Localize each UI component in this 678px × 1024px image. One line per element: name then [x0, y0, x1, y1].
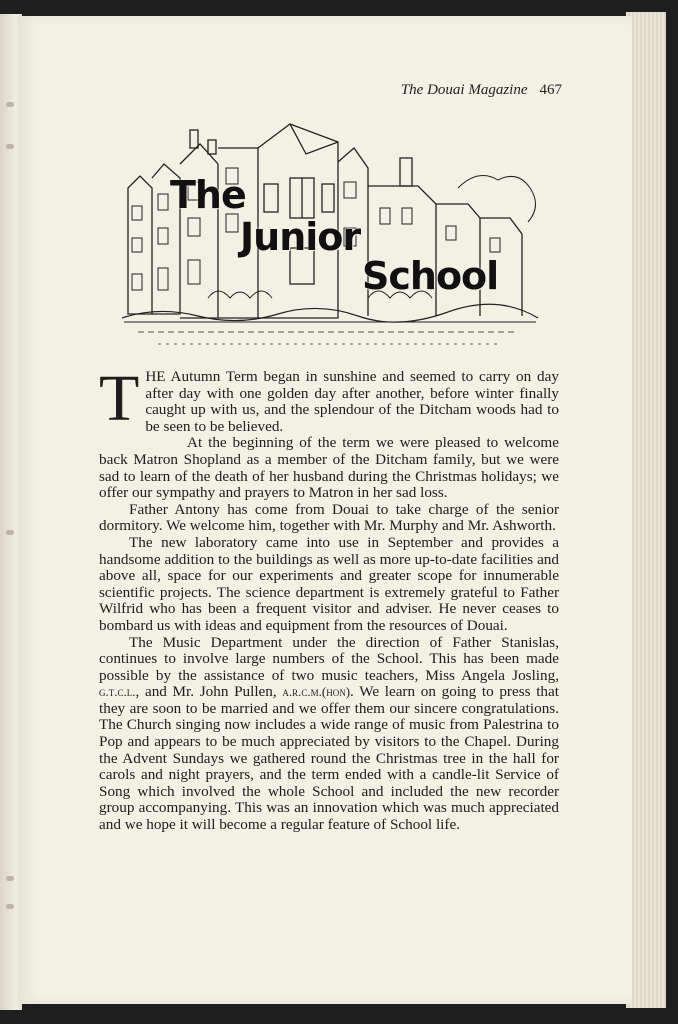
title-junior: Junior — [240, 215, 361, 259]
article-body — [99, 362, 559, 834]
paragraph-2: At the beginning of the term we were pleased to welcome back Matron Shopland as a member of the Ditcham family, but we were sad to learn of the death of her husband during the Christmas holidays; we offer our sympathy and prayers to Matron in her sad loss. — [99, 434, 559, 502]
magazine-title: The Douai Magazine — [400, 82, 528, 98]
stitch-mark — [6, 102, 14, 107]
paragraph-5-part-b: , and Mr. John Pullen, — [135, 683, 283, 701]
page-number: 467 — [539, 82, 562, 98]
page-edges — [626, 12, 666, 1008]
paragraph-1-text: HE Autumn Term began in sunshine and seemed to carry on day after day with one golden day after another, before winter finally caught up with us, and the splendour of the Ditcham woods had to be seen to be believed. — [145, 368, 559, 435]
qualification-arcm: a.r.c.m.(hon) — [282, 684, 351, 700]
paragraph-4: The new laboratory came into use in September and provides a handsome addition to the buildings as well as more up-to-date facilities and above all, space for our experiments and greater scope for innumerable scientific projects. The science department is extremely grateful to Father Wilfrid who has been a frequent visitor and adviser. He never ceases to bombard us with ideas and equipment from the resources of Douai. — [99, 533, 559, 634]
stitch-mark — [6, 144, 14, 149]
running-head — [352, 82, 562, 99]
paragraph-1 — [99, 362, 559, 435]
qualification-gtcl: g.t.c.l. — [99, 684, 136, 700]
title-the: The — [170, 173, 246, 217]
paragraph-5-part-a: The Music Department under the direction of Father Stanislas, continues to involve large numbers of the School. This has been made possible by the assistance of two music teachers, Miss Angela Josling, — [99, 633, 559, 684]
paragraph-5 — [99, 635, 559, 834]
paragraph-3: Father Antony has come from Douai to take charge of the senior dormitory. We welcome him, together with Mr. Murphy and Mr. Ashworth. — [99, 500, 559, 535]
drop-cap: T — [99, 362, 140, 435]
paragraph-5-part-c: . We learn on going to press that they are soon to be married and we offer them our sincere congratulations. The Church singing now includes a wide range of music from Palestrina to Pop and appears to be much appreciated by visitors to the Chapel. During the Advent Sundays we gathered round the Christmas tree in the hall for carols and night prayers, and the term ended with a candle-lit Service of Song which involved the whole School and included the new recorder group accompanying. This was an innovation which was much appreciated and we hope it will become a regular feature of School life. — [99, 683, 559, 834]
stitch-mark — [6, 876, 14, 881]
stitch-mark — [6, 904, 14, 909]
title-school: School — [362, 254, 499, 298]
stitch-mark — [6, 530, 14, 535]
